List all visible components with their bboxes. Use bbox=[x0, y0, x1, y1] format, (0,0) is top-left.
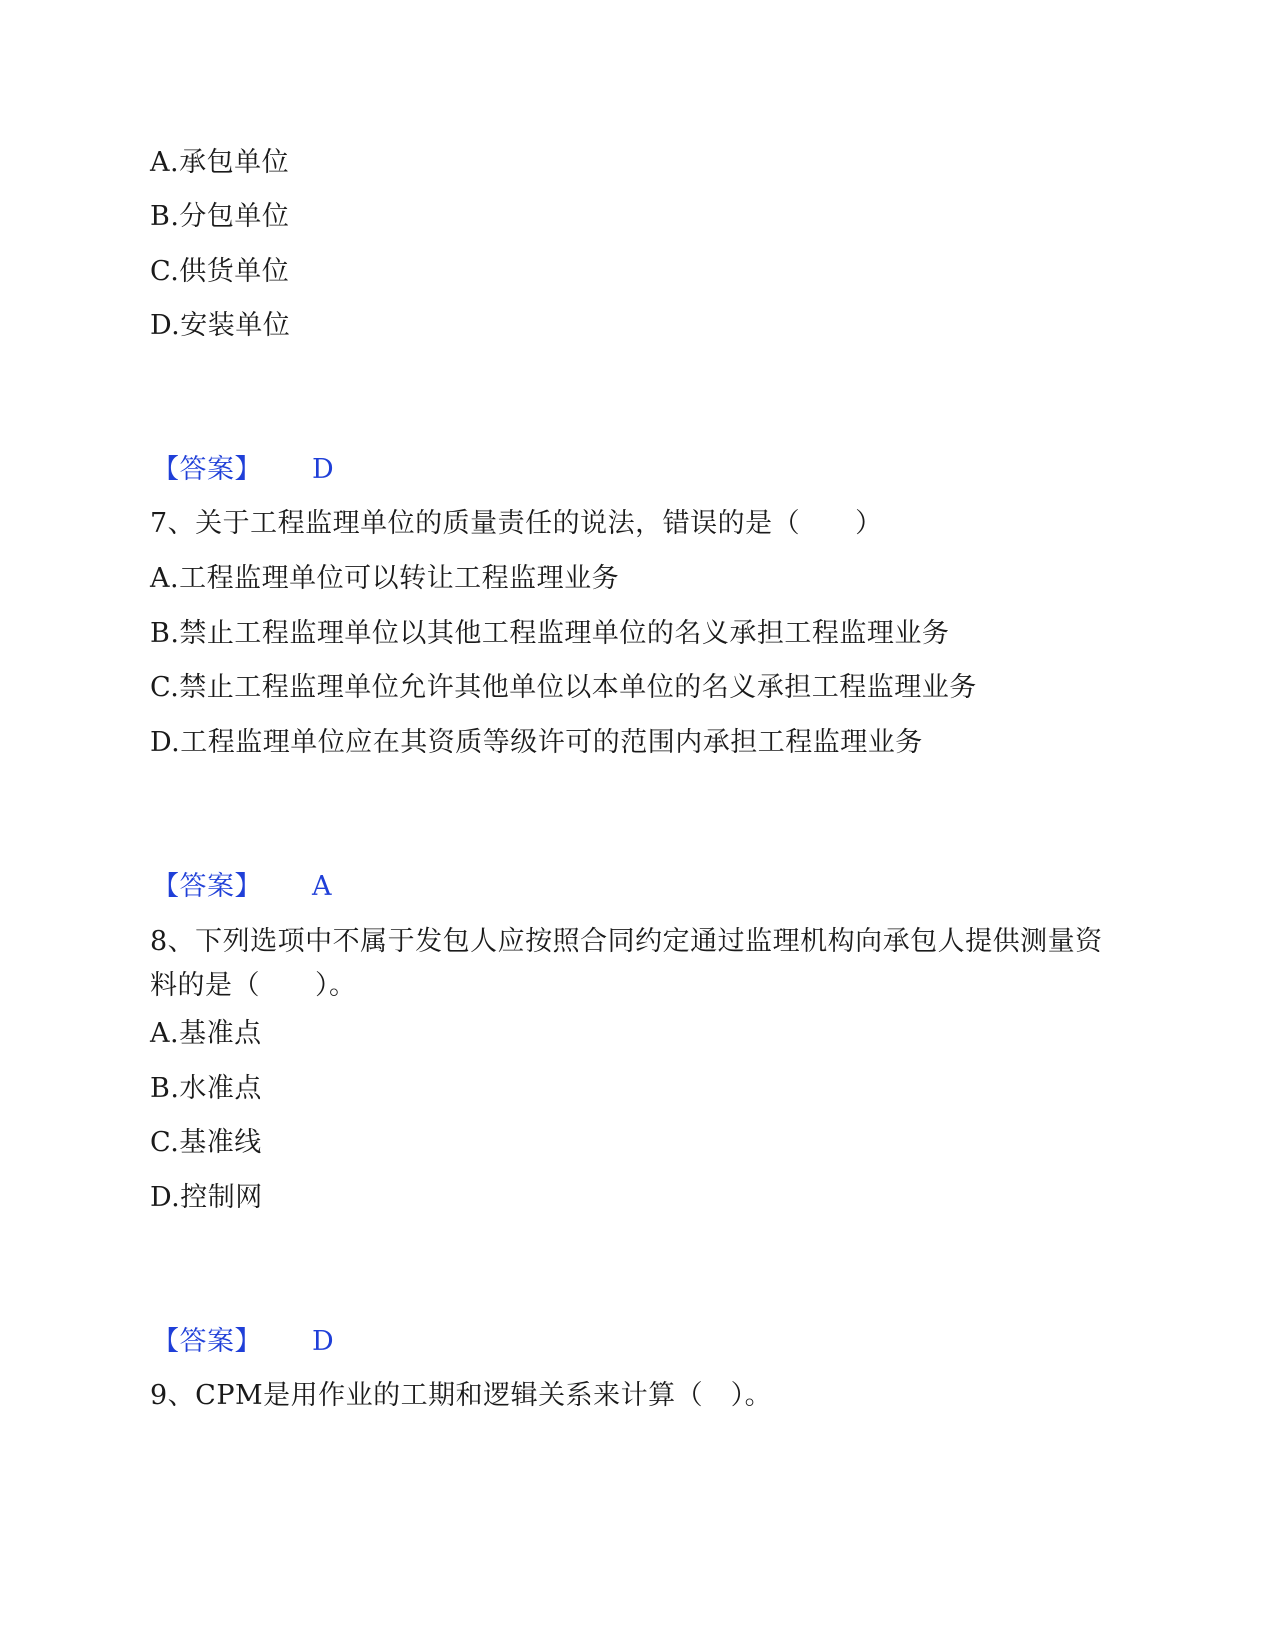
answer-label: 【答案】 bbox=[152, 454, 262, 485]
prev-answer bbox=[152, 452, 334, 488]
q8-option-b: B.水准点 bbox=[150, 1073, 262, 1104]
q7-answer bbox=[152, 869, 332, 905]
q7-option-d: D.工程监理单位应在其资质等级许可的范围内承担工程监理业务 bbox=[150, 727, 923, 758]
q8-option-d: D.控制网 bbox=[150, 1182, 263, 1213]
q8-answer bbox=[152, 1324, 334, 1360]
prev-option-b: B.分包单位 bbox=[150, 201, 290, 232]
answer-label: 【答案】 bbox=[152, 1326, 262, 1357]
q9-stem: 9、CPM是用作业的工期和逻辑关系来计算（ ）。 bbox=[150, 1380, 773, 1411]
answer-letter: D bbox=[312, 454, 335, 485]
answer-letter: D bbox=[312, 1326, 335, 1357]
answer-label: 【答案】 bbox=[152, 871, 262, 902]
q7-option-a: A.工程监理单位可以转让工程监理业务 bbox=[150, 563, 620, 594]
q8-stem: 8、下列选项中不属于发包人应按照合同约定通过监理机构向承包人提供测量资料的是（ ）。 bbox=[150, 926, 1103, 1001]
q8-option-c: C.基准线 bbox=[150, 1127, 262, 1158]
q7-stem: 7、关于工程监理单位的质量责任的说法，错误的是（ ） bbox=[150, 508, 883, 539]
answer-letter: A bbox=[312, 871, 332, 902]
q7-option-c: C.禁止工程监理单位允许其他单位以本单位的名义承担工程监理业务 bbox=[150, 672, 977, 703]
prev-option-c: C.供货单位 bbox=[150, 256, 290, 287]
prev-option-a: A.承包单位 bbox=[150, 147, 290, 178]
q8-option-a: A.基准点 bbox=[150, 1018, 262, 1049]
q7-option-b: B.禁止工程监理单位以其他工程监理单位的名义承担工程监理业务 bbox=[150, 618, 950, 649]
prev-option-d: D.安装单位 bbox=[150, 310, 291, 341]
